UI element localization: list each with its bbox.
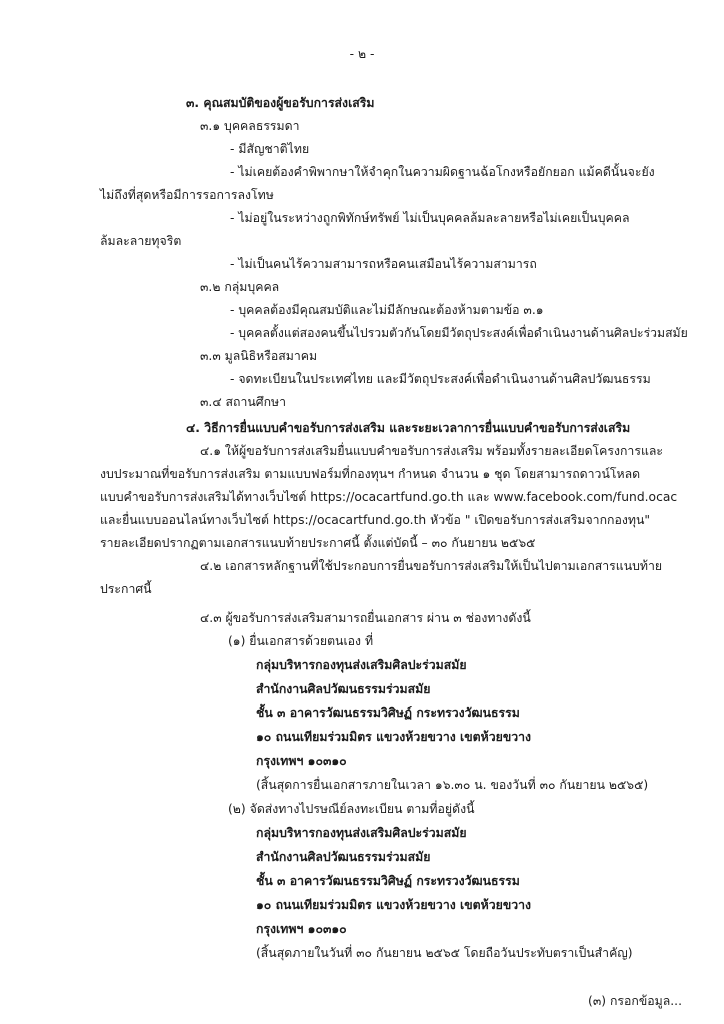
subsection-3-3-title: ๓.๓ มูลนิธิหรือสมาคม <box>200 349 318 363</box>
address-line: กรุงเทพฯ ๑๐๓๑๐ <box>256 922 347 936</box>
list-item-continuation: ล้มละลายทุจริต <box>100 234 182 248</box>
list-item: - ไม่อยู่ในระหว่างถูกพิทักษ์ทรัพย์ ไม่เป็นบุคคลล้มละลายหรือไม่เคยเป็นบุคคล <box>230 211 630 225</box>
address-line: กลุ่มบริหารกองทุนส่งเสริมศิลปะร่วมสมัย <box>256 658 467 672</box>
address-line: สำนักงานศิลปวัฒนธรรมร่วมสมัย <box>256 850 431 864</box>
paragraph-4-2-line: ๔.๒ เอกสารหลักฐานที่ใช้ประกอบการยื่นขอรับการส่งเสริมให้เป็นไปตามเอกสารแนบท้าย <box>200 559 663 573</box>
channel-2-note: (สิ้นสุดภายในวันที่ ๓๐ กันยายน ๒๕๖๕ โดยถือวันประทับตราเป็นสำคัญ) <box>256 946 633 960</box>
paragraph-4-2-line: ประกาศนี้ <box>100 582 152 596</box>
paragraph-4-1-line: และยื่นแบบออนไลน์ทางเว็บไซต์ https://ocacartfund.go.th หัวข้อ " เปิดขอรับการส่งเสริมจากกองทุน" <box>100 513 651 527</box>
paragraph-4-1-line: แบบคำขอรับการส่งเสริมได้ทางเว็บไซต์ https://ocacartfund.go.th และ www.facebook.com/fund.ocac <box>100 490 678 504</box>
list-item-continuation: ไม่ถึงที่สุดหรือมีการรอการลงโทษ <box>100 188 274 202</box>
address-line: สำนักงานศิลปวัฒนธรรมร่วมสมัย <box>256 682 431 696</box>
page-number: - ๒ - <box>349 47 375 61</box>
list-item: - บุคคลตั้งแต่สองคนขึ้นไปรวมตัวกันโดยมีวัตถุประสงค์เพื่อดำเนินงานด้านศิลปะร่วมสมัย <box>230 326 688 340</box>
subsection-3-4-title: ๓.๔ สถานศึกษา <box>200 395 287 409</box>
paragraph-4-3: ๔.๓ ผู้ขอรับการส่งเสริมสามารถยื่นเอกสาร ผ่าน ๓ ช่องทางดังนี้ <box>200 611 531 625</box>
paragraph-4-1-line: งบประมาณที่ขอรับการส่งเสริม ตามแบบฟอร์มที่กองทุนฯ กำหนด จำนวน ๑ ชุด โดยสามารถดาวน์โหลด <box>100 467 641 481</box>
address-line: กรุงเทพฯ ๑๐๓๑๐ <box>256 754 347 768</box>
channel-2-title: (๒) จัดส่งทางไปรษณีย์ลงทะเบียน ตามที่อยู่ดังนี้ <box>228 802 475 816</box>
paragraph-4-1-line: ๔.๑ ให้ผู้ขอรับการส่งเสริมยื่นแบบคำขอรับการส่งเสริม พร้อมทั้งรายละเอียดโครงการและ <box>200 444 664 458</box>
address-line: กลุ่มบริหารกองทุนส่งเสริมศิลปะร่วมสมัย <box>256 826 467 840</box>
channel-1-title: (๑) ยื่นเอกสารด้วยตนเอง ที่ <box>228 634 374 648</box>
subsection-3-1-title: ๓.๑ บุคคลธรรมดา <box>200 119 300 133</box>
address-line: ๑๐ ถนนเทียมร่วมมิตร แขวงห้วยขวาง เขตห้วยขวาง <box>256 898 532 912</box>
list-item: - มีสัญชาติไทย <box>230 142 310 156</box>
list-item: - ไม่เป็นคนไร้ความสามารถหรือคนเสมือนไร้ความสามารถ <box>230 257 537 271</box>
list-item: - จดทะเบียนในประเทศไทย และมีวัตถุประสงค์เพื่อดำเนินงานด้านศิลปวัฒนธรรม <box>230 372 651 386</box>
subsection-3-2-title: ๓.๒ กลุ่มบุคคล <box>200 280 280 294</box>
section-4-heading: ๔. วิธีการยื่นแบบคำขอรับการส่งเสริม และระยะเวลาการยื่นแบบคำขอรับการส่งเสริม <box>186 421 631 435</box>
list-item: - ไม่เคยต้องคำพิพากษาให้จำคุกในความผิดฐานฉ้อโกงหรือยักยอก แม้คดีนั้นจะยัง <box>230 165 655 179</box>
continuation-note: (๓) กรอกข้อมูล... <box>588 994 682 1008</box>
address-line: ชั้น ๓ อาคารวัฒนธรรมวิศิษฏ์ กระทรวงวัฒนธรรม <box>256 874 520 888</box>
channel-1-note: (สิ้นสุดการยื่นเอกสารภายในเวลา ๑๖.๓๐ น. ของวันที่ ๓๐ กันยายน ๒๕๖๕) <box>256 778 649 792</box>
paragraph-4-1-line: รายละเอียดปรากฏตามเอกสารแนบท้ายประกาศนี้ ตั้งแต่บัดนี้ – ๓๐ กันยายน ๒๕๖๕ <box>100 536 536 550</box>
list-item: - บุคคลต้องมีคุณสมบัติและไม่มีลักษณะต้องห้ามตามข้อ ๓.๑ <box>230 303 544 317</box>
address-line: ชั้น ๓ อาคารวัฒนธรรมวิศิษฏ์ กระทรวงวัฒนธรรม <box>256 706 520 720</box>
address-line: ๑๐ ถนนเทียมร่วมมิตร แขวงห้วยขวาง เขตห้วยขวาง <box>256 730 532 744</box>
section-3-heading: ๓. คุณสมบัติของผู้ขอรับการส่งเสริม <box>186 96 375 110</box>
